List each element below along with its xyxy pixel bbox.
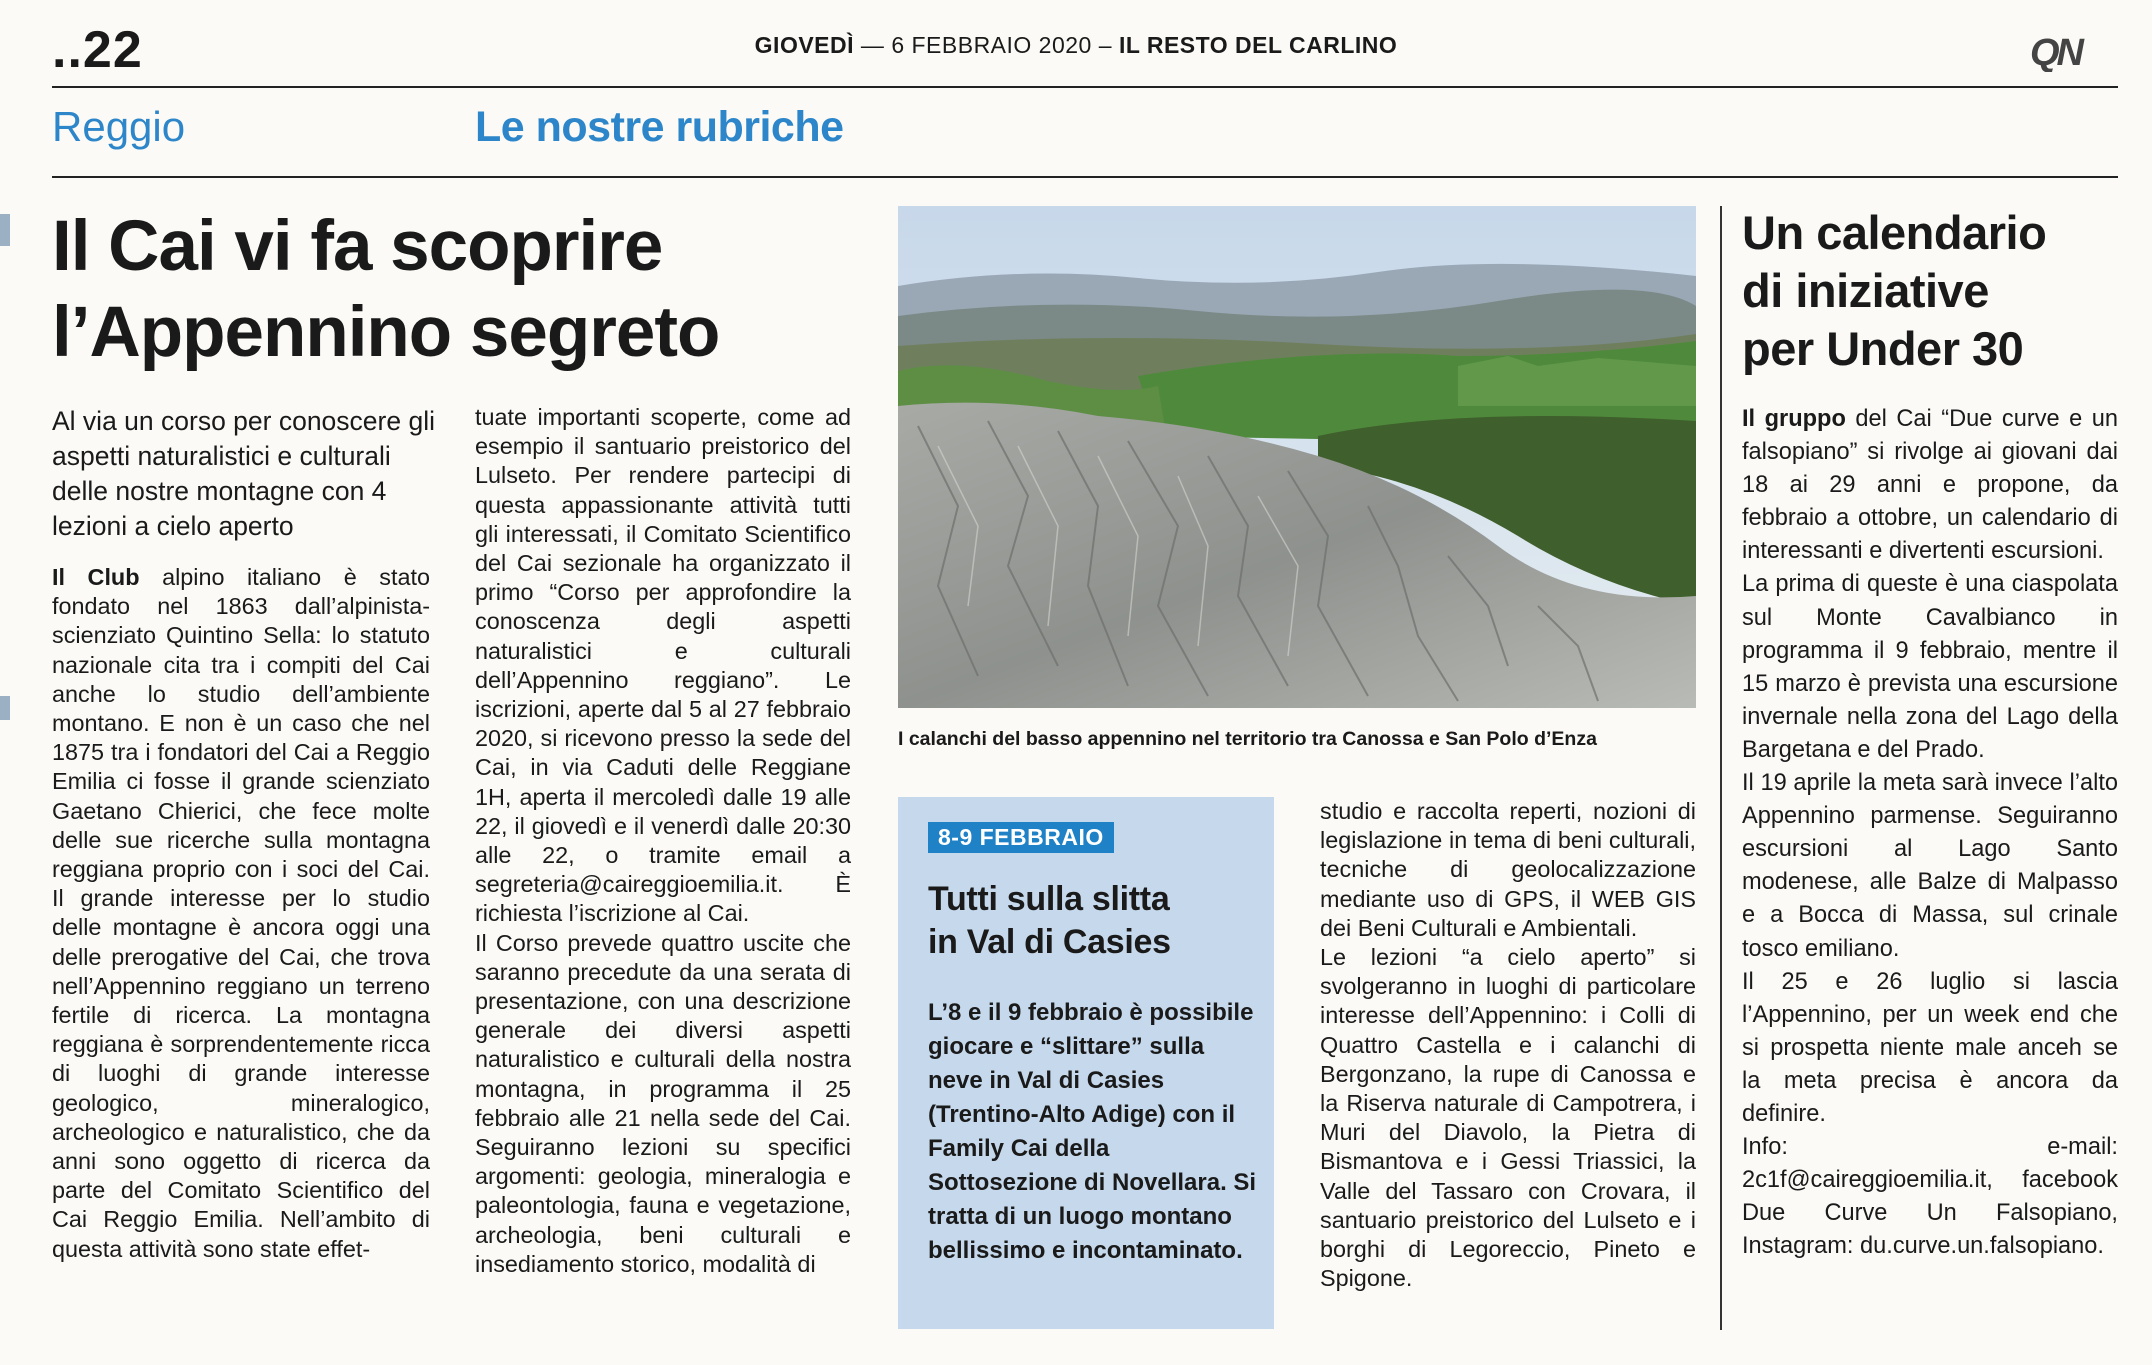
page-edge-mark: [0, 214, 10, 246]
issue-date: 6 FEBBRAIO 2020: [891, 32, 1092, 58]
landscape-photo: [898, 206, 1696, 708]
side-headline: Un calendario di iniziative per Under 30: [1742, 206, 2047, 375]
article-column-1: Il Club alpino italiano è stato fondato nel 1863 dall’alpinista-scienziato Quintino Sella: lo statuto nazionale cita tra i compiti del Cai anche lo studio dell’ambiente montano. E non è un caso che nel 1875 tra i fondatori del Cai a Reggio Emilia ci fosse il grande scienziato Gaetano Chierici, che fece molte delle sue ricerche sulla montagna reggiana proprio con i soci del Cai. Il grande interesse per lo studio delle montagne è ancora oggi una delle prerogative del Cai, che trova nell’Appennino reggiano un terreno fertile di ricerca. La montagna reggiana è sorprendentemente ricca di luoghi di grande interesse geologico, mineralogico, archeologico e naturalistico, che da anni sono oggetto di ricerca da parte del Comitato Scientifico del Cai Reggio Emilia. Nell’ambito di questa attività sono state effet-: [52, 564, 430, 1262]
photo-caption: I calanchi del basso appennino nel territorio tra Canossa e San Polo d’Enza: [898, 728, 1597, 750]
header-rule: [52, 86, 2118, 88]
main-subhead: Al via un corso per conoscere gli aspetti naturalistici e culturali delle nostre montagne con 4 lezioni a cielo aperto: [52, 406, 435, 541]
column-divider: [1720, 206, 1722, 1330]
date-badge: 8-9 FEBBRAIO: [928, 822, 1114, 853]
section-label: Reggio: [52, 103, 186, 150]
page-edge-mark: [0, 696, 10, 720]
section-rule: [52, 176, 2118, 178]
main-headline: Il Cai vi fa scoprire l’Appennino segreto: [52, 207, 720, 372]
side-article-body: Il gruppo del Cai “Due curve e un falsopiano” si rivolge ai giovani dai 18 ai 29 anni e propone, da febbraio a ottobre, un calendario di interessanti e divertenti escursioni. La prima di queste è una ciaspolata sul Monte Cavalbianco in programma il 9 febbraio, mentre il 15 marzo è prevista una escursione invernale nella zona del Lago della Bargetana e del Prado. Il 19 aprile la meta sarà invece l’alto Appennino parmense. Seguiranno escursioni al Lago Santo modenese, alle Balze di Malpasso e a Bocca di Massa, sul crinale tosco emiliano. Il 25 e 26 luglio si lascia l’Appennino, per un week end che si prospetta niente male anceh se la meta precisa è ancora da definire. Info: e-mail: 2c1f@caireggioemilia.it, facebook Due Curve Un Falsopiano, Instagram: du.curve.un.falsopiano.: [1742, 406, 2118, 1260]
box-body: L’8 e il 9 febbraio è possibile giocare e “slittare” sulla neve in Val di Casies (Trentino-Alto Adige) con il Family Cai della Sottosezione di Novellara. Si tratta di un luogo montano bellissimo e incontaminato.: [928, 999, 1257, 1264]
article-column-2: tuate importanti scoperte, come ad esempio il santuario preistorico del Lulseto. Per rendere partecipi di questa appassionante attività tutti gli interessati, il Comitato Scientifico del Cai sezionale ha organizzato il primo “Corso per approfondire la conoscenza degli aspetti naturalistici e culturali dell’Appennino reggiano”. Le iscrizioni, aperte dal 5 al 27 febbraio 2020, si ricevono presso la sede del Cai, in via Caduti delle Reggiane 1H, aperta il mercoledì dalle 19 alle 22, il giovedì e il venerdì dalle 20:30 alle 22, o tramite email a segreteria@caireggioemilia.it. È richiesta l’iscrizione al Cai. Il Corso prevede quattro uscite che saranno precedute da una serata di presentazione, con una descrizione generale dei diversi aspetti naturalistico e culturali della nostra montagna, in programma il 25 febbraio alle 21 nella sede del Cai. Seguiranno lezioni su specifici argomenti: geologia, mineralogia e paleontologia, fauna e vegetazione, archeologia, beni culturali e insediamento storico, modalità di: [475, 404, 851, 1277]
article-column-3: studio e raccolta reperti, nozioni di legislazione in tema di beni culturali, tecniche di geolocalizzazione mediante uso di GPS, il WEB GIS dei Beni Culturali e Ambientali. Le lezioni “a cielo aperto” si svolgeranno in luoghi di particolare interesse dell’Appennino: i Colli di Quattro Castella e i calanchi di Bergonzano, la rupe di Canossa e la Riserva naturale di Campotrera, i Muri del Diavolo, la Pietra di Bismantova e i Gessi Triassici, la Valle del Tassaro con Crovara, il santuario preistorico del Lulseto e i borghi di Legoreccio, Pineto e Spigone.: [1320, 798, 1696, 1292]
qn-logo: [2028, 32, 2114, 72]
side-lead-words: Il gruppo: [1742, 406, 1846, 432]
rubric-title: Le nostre rubriche: [475, 103, 844, 151]
box-title: Tutti sulla slitta in Val di Casies: [928, 880, 1171, 961]
weekday: GIOVEDÌ: [754, 32, 855, 58]
dateline: GIOVEDÌ — 6 FEBBRAIO 2020 – IL RESTO DEL CARLINO: [754, 32, 1398, 58]
page-number: ..22: [52, 21, 143, 79]
lead-words: Il Club: [52, 564, 140, 590]
newspaper-name: IL RESTO DEL CARLINO: [1118, 32, 1398, 58]
svg-text:QN: QN: [2030, 32, 2081, 72]
